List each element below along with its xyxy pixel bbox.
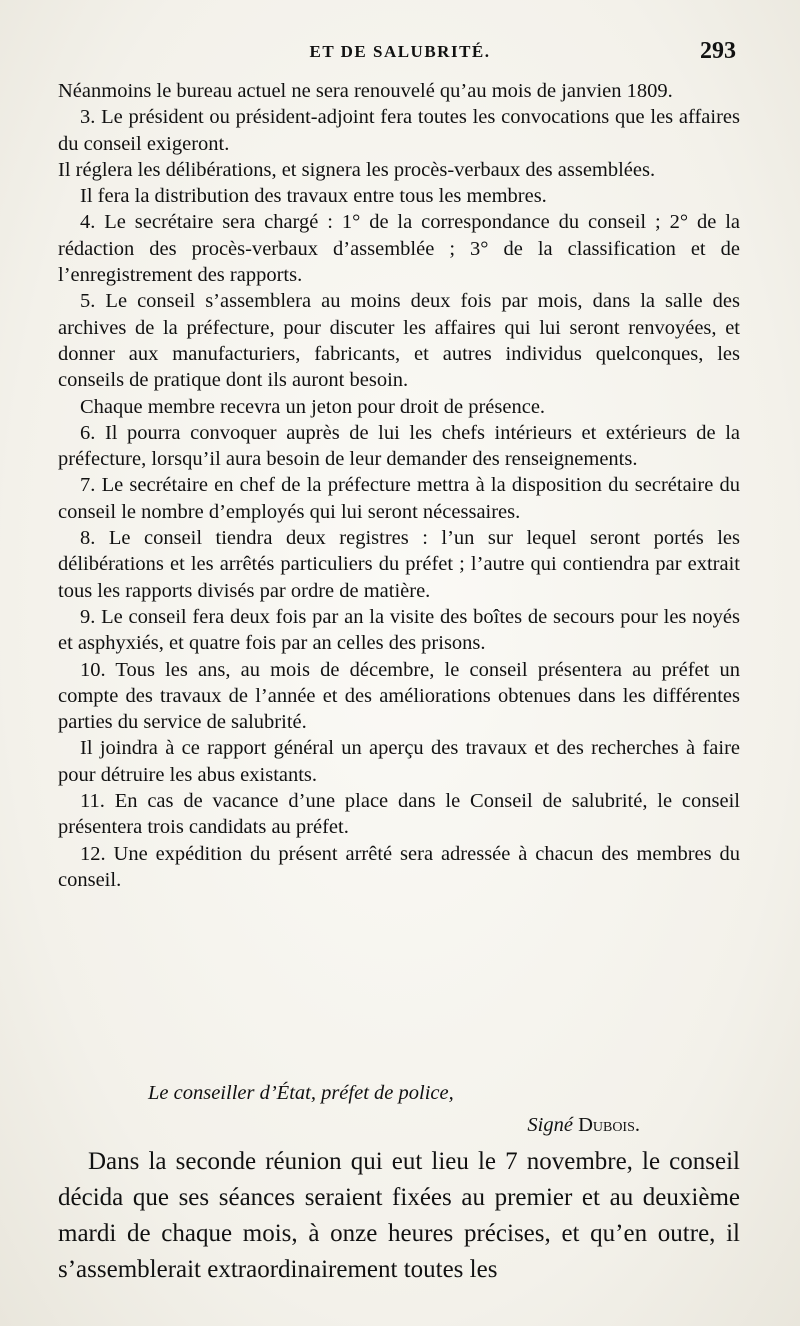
paragraph: Il réglera les délibérations, et signera les procès-verbaux des assemblées. <box>58 158 656 181</box>
article-3: 3. Le président ou président-adjoint fera toutes les convocations que les affaires du conseil exigeront. <box>58 106 740 155</box>
page-header <box>60 36 740 72</box>
article-7: 7. Le secrétaire en chef de la préfecture mettra à la disposition du secrétaire du conseil le nombre d’employés qui lui seront nécessaires. <box>58 474 740 523</box>
article-8: 8. Le conseil tiendra deux registres : l’un sur lequel seront portés les délibérations et les arrêtés particuliers du préfet ; l’autre qui contiendra par extrait tous les rapports divisés par ordre de matière. <box>58 527 740 602</box>
paragraph: Chaque membre recevra un jeton pour droit de présence. <box>80 395 546 418</box>
paragraph: Il joindra à ce rapport général un aperçu des travaux et des recherches à faire pour détruire les abus existants. <box>58 737 740 786</box>
article-10: 10. Tous les ans, au mois de décembre, le conseil présentera au préfet un compte des travaux de l’année et des améliorations obtenues dans les différentes parties du service de salubrité. <box>58 658 740 734</box>
paragraph: Il fera la distribution des travaux entre tous les membres. <box>80 185 547 208</box>
article-9: 9. Le conseil fera deux fois par an la visite des boîtes de secours pour les noyés et asphyxiés, et quatre fois par an celles des prisons. <box>58 605 740 655</box>
running-head: ET DE SALUBRITÉ. <box>309 42 491 61</box>
signed-word: Signé <box>527 1114 573 1136</box>
signed-line <box>58 1111 740 1139</box>
article-6: 6. Il pourra convoquer auprès de lui les chefs intérieurs et extérieurs de la préfecture, lorsqu’il aura besoin de leur demander des renseignements. <box>58 421 740 471</box>
article-11: 11. En cas de vacance d’une place dans le Conseil de salubrité, le conseil présentera trois candidats au préfet. <box>58 790 740 839</box>
paragraph: Néanmoins le bureau actuel ne sera renouvelé qu’au mois de janvien 1809. <box>58 80 673 102</box>
signer-title: Le conseiller d’État, préfet de police, <box>148 1082 454 1104</box>
article-12: 12. Une expédition du présent arrêté sera adressée à chacun des membres du conseil. <box>58 842 740 891</box>
narrative-text <box>58 1144 740 1288</box>
decree-text <box>58 78 740 893</box>
article-5: 5. Le conseil s’assemblera au moins deux fois par mois, dans la salle des archives de la préfecture, pour discuter les affaires qui lui seront renvoyées, et donner aux manufacturiers, fabricants, et autres individus quelconques, les conseils de pratique dont ils auront besoin. <box>58 290 740 392</box>
article-4: 4. Le secrétaire sera chargé : 1° de la correspondance du conseil ; 2° de la rédaction des procès-verbaux d’assemblée ; 3° de la classification et de l’enregistrement des rapports. <box>58 211 740 287</box>
signer-name: Dubois. <box>578 1114 640 1136</box>
closing-paragraph: Dans la seconde réunion qui eut lieu le 7 novembre, le conseil décida que ses séances seraient fixées au premier et au deuxième mardi de chaque mois, à onze heures précises, et qu’en outre, il s’assemblerait extraordinairement toutes les <box>58 1148 740 1283</box>
signature-block <box>58 1079 740 1139</box>
page-number: 293 <box>700 38 736 64</box>
